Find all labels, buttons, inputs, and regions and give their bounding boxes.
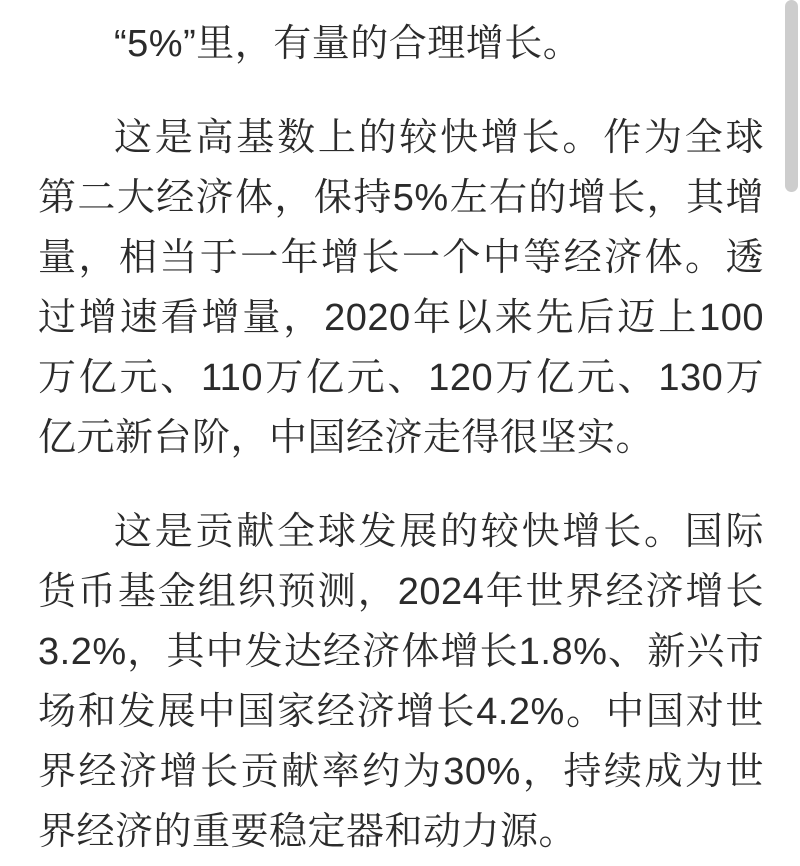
scrollbar-thumb[interactable] [785, 0, 798, 192]
paragraph-global-contribution: 这是贡献全球发展的较快增长。国际货币基金组织预测，2024年世界经济增长3.2%，其中发达经济体增长1.8%、新兴市场和发展中国家经济增长4.2%。中国对世界经济增长贡献率约为30%，持续成为世界经济的重要稳定器和动力源。 [38, 511, 764, 853]
paragraph-high-base-growth: 这是高基数上的较快增长。作为全球第二大经济体，保持5%左右的增长，其增量，相当于一年增长一个中等经济体。透过增速看增量，2020年以来先后迈上100万亿元、110万亿元、120万亿元、130万亿元新台阶，中国经济走得很坚实。 [38, 117, 764, 459]
paragraph-intro: “5%”里，有量的合理增长。 [114, 23, 582, 65]
scrollbar-track[interactable] [785, 0, 800, 866]
